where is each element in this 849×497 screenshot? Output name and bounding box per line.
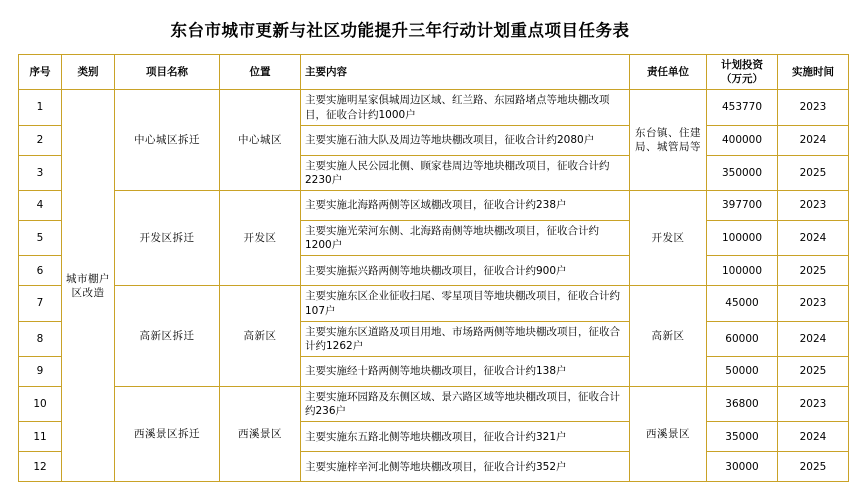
cell-investment: 35000 bbox=[707, 422, 778, 452]
cell-unit: 开发区 bbox=[630, 191, 707, 286]
cell-content: 主要实施环园路及东侧区域、景六路区域等地块棚改项目，征收合计约236户 bbox=[301, 387, 630, 422]
cell-content: 主要实施东区道路及项目用地、市场路两侧等地块棚改项目，征收合计约1262户 bbox=[301, 321, 630, 356]
cell-investment: 453770 bbox=[707, 90, 778, 125]
project-task-table bbox=[18, 54, 849, 482]
cell-category: 城市棚户区改造 bbox=[62, 90, 115, 482]
cell-investment: 397700 bbox=[707, 191, 778, 221]
cell-content: 主要实施东五路北侧等地块棚改项目，征收合计约321户 bbox=[301, 422, 630, 452]
cell-time: 2025 bbox=[778, 155, 849, 190]
header-unit: 责任单位 bbox=[630, 55, 707, 90]
header-content: 主要内容 bbox=[301, 55, 630, 90]
cell-time: 2024 bbox=[778, 422, 849, 452]
cell-content: 主要实施北海路两侧等区域棚改项目，征收合计约238户 bbox=[301, 191, 630, 221]
table-row bbox=[19, 191, 849, 221]
cell-investment: 45000 bbox=[707, 286, 778, 321]
cell-content: 主要实施振兴路两侧等地块棚改项目，征收合计约900户 bbox=[301, 256, 630, 286]
cell-time: 2025 bbox=[778, 256, 849, 286]
cell-location: 高新区 bbox=[220, 286, 301, 387]
cell-project: 高新区拆迁 bbox=[115, 286, 220, 387]
cell-content: 主要实施东区企业征收扫尾、零星项目等地块棚改项目，征收合计约107户 bbox=[301, 286, 630, 321]
table-header bbox=[19, 55, 849, 90]
table-row bbox=[19, 387, 849, 422]
cell-investment: 100000 bbox=[707, 221, 778, 256]
cell-investment: 400000 bbox=[707, 125, 778, 155]
cell-seq: 7 bbox=[19, 286, 62, 321]
cell-investment: 60000 bbox=[707, 321, 778, 356]
header-category: 类别 bbox=[62, 55, 115, 90]
cell-seq: 11 bbox=[19, 422, 62, 452]
table-body bbox=[19, 90, 849, 482]
cell-time: 2023 bbox=[778, 90, 849, 125]
cell-time: 2023 bbox=[778, 387, 849, 422]
cell-investment: 350000 bbox=[707, 155, 778, 190]
cell-seq: 5 bbox=[19, 221, 62, 256]
header-time: 实施时间 bbox=[778, 55, 849, 90]
cell-seq: 1 bbox=[19, 90, 62, 125]
cell-content: 主要实施光荣河东侧、北海路南侧等地块棚改项目，征收合计约1200户 bbox=[301, 221, 630, 256]
cell-time: 2023 bbox=[778, 286, 849, 321]
cell-unit: 西溪景区 bbox=[630, 387, 707, 482]
cell-seq: 9 bbox=[19, 357, 62, 387]
cell-seq: 2 bbox=[19, 125, 62, 155]
cell-seq: 10 bbox=[19, 387, 62, 422]
cell-time: 2024 bbox=[778, 125, 849, 155]
cell-seq: 4 bbox=[19, 191, 62, 221]
cell-location: 西溪景区 bbox=[220, 387, 301, 482]
cell-content: 主要实施梓辛河北侧等地块棚改项目，征收合计约352户 bbox=[301, 452, 630, 482]
table-row bbox=[19, 90, 849, 125]
table-header-row bbox=[19, 55, 849, 90]
cell-time: 2025 bbox=[778, 357, 849, 387]
cell-unit: 东台镇、住建局、城管局等 bbox=[630, 90, 707, 191]
cell-project: 中心城区拆迁 bbox=[115, 90, 220, 191]
cell-investment: 36800 bbox=[707, 387, 778, 422]
header-seq: 序号 bbox=[19, 55, 62, 90]
header-project: 项目名称 bbox=[115, 55, 220, 90]
cell-time: 2024 bbox=[778, 221, 849, 256]
cell-location: 开发区 bbox=[220, 191, 301, 286]
cell-content: 主要实施石油大队及周边等地块棚改项目，征收合计约2080户 bbox=[301, 125, 630, 155]
header-investment: 计划投资（万元） bbox=[707, 55, 778, 90]
cell-location: 中心城区 bbox=[220, 90, 301, 191]
cell-time: 2025 bbox=[778, 452, 849, 482]
cell-content: 主要实施明星家俱城周边区域、红兰路、东园路堵点等地块棚改项目，征收合计约1000户 bbox=[301, 90, 630, 125]
cell-content: 主要实施人民公园北侧、顾家巷周边等地块棚改项目，征收合计约2230户 bbox=[301, 155, 630, 190]
cell-investment: 100000 bbox=[707, 256, 778, 286]
header-location: 位置 bbox=[220, 55, 301, 90]
cell-content: 主要实施经十路两侧等地块棚改项目，征收合计约138户 bbox=[301, 357, 630, 387]
cell-project: 西溪景区拆迁 bbox=[115, 387, 220, 482]
cell-unit: 高新区 bbox=[630, 286, 707, 387]
cell-project: 开发区拆迁 bbox=[115, 191, 220, 286]
cell-seq: 6 bbox=[19, 256, 62, 286]
cell-time: 2023 bbox=[778, 191, 849, 221]
cell-time: 2024 bbox=[778, 321, 849, 356]
cell-investment: 50000 bbox=[707, 357, 778, 387]
page-title: 东台市城市更新与社区功能提升三年行动计划重点项目任务表 bbox=[170, 21, 630, 40]
cell-seq: 12 bbox=[19, 452, 62, 482]
table-row bbox=[19, 286, 849, 321]
cell-seq: 3 bbox=[19, 155, 62, 190]
cell-seq: 8 bbox=[19, 321, 62, 356]
cell-investment: 30000 bbox=[707, 452, 778, 482]
